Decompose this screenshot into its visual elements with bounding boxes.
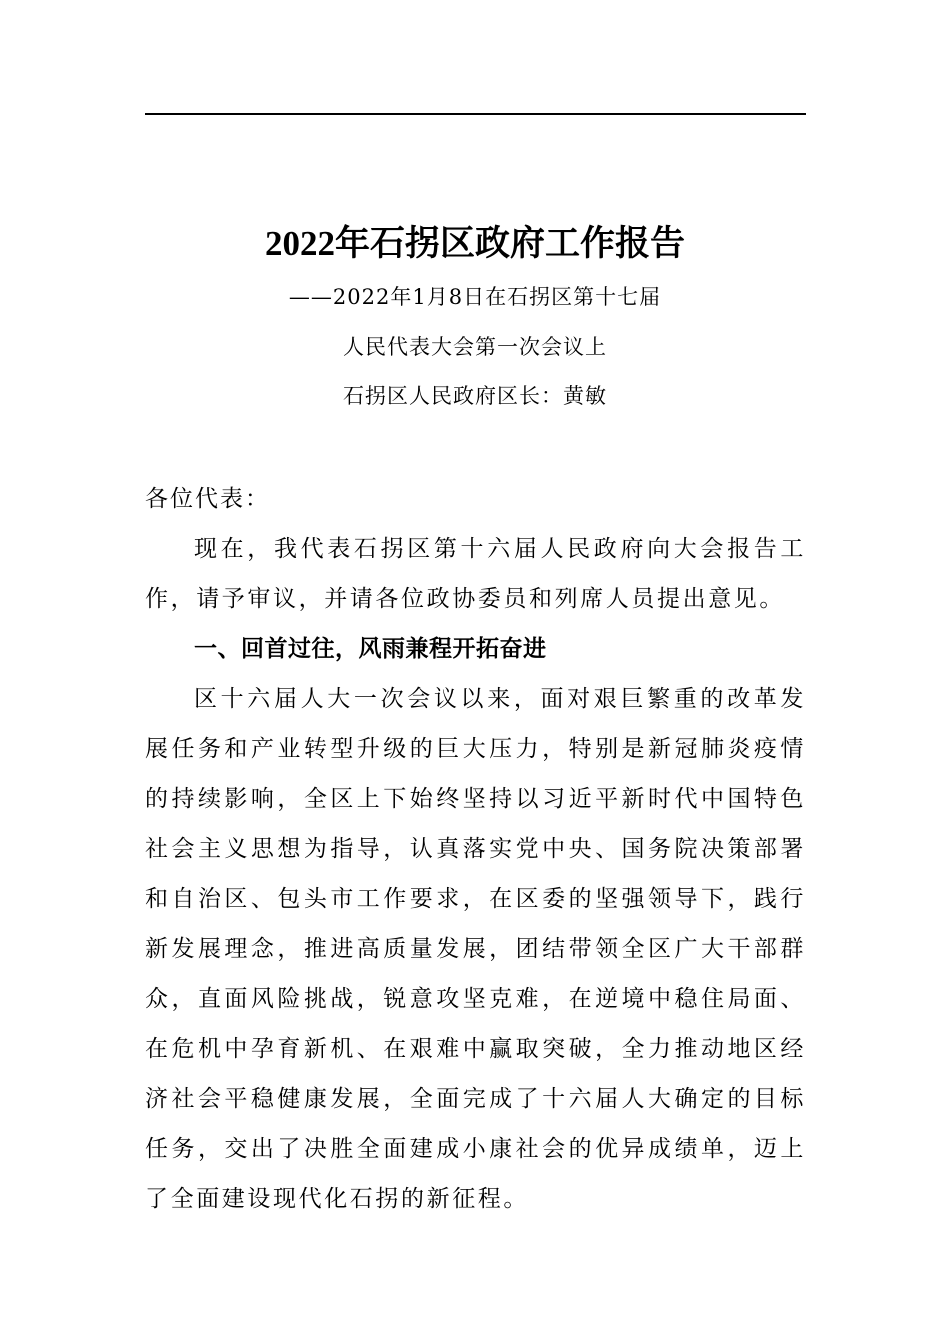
header-rule (145, 113, 806, 115)
opening-paragraph: 现在，我代表石拐区第十六届人民政府向大会报告工作，请予审议，并请各位政协委员和列席人员提出意见。 (145, 536, 806, 612)
salutation: 各位代表： (145, 486, 270, 512)
subtitle-date-line: ——2022年1月8日在石拐区第十七届 (288, 285, 662, 309)
subtitle-meeting-line: 人民代表大会第一次会议上 (343, 335, 607, 359)
section-heading: 一、回首过往，风雨兼程开拓奋进 (194, 636, 547, 662)
subtitle-author-line: 石拐区人民政府区长：黄敏 (343, 384, 607, 408)
review-paragraph: 区十六届人大一次会议以来，面对艰巨繁重的改革发展任务和产业转型升级的巨大压力，特别是新冠肺炎疫情的持续影响，全区上下始终坚持以习近平新时代中国特色社会主义思想为指导，认真落实党中央、国务院决策部署和自治区、包头市工作要求，在区委的坚强领导下，践行新发展理念，推进高质量发展，团结带领全区广大干部群众，直面风险挑战，锐意攻坚克难，在逆境中稳住局面、在危机中孕育新机、在艰难中赢取突破，全力推动地区经济社会平稳健康发展，全面完成了十六届人大确定的目标任务，交出了决胜全面建成小康社会的优异成绩单，迈上了全面建设现代化石拐的新征程。 (145, 686, 806, 1212)
document-title: 2022年石拐区政府工作报告 (264, 224, 685, 263)
